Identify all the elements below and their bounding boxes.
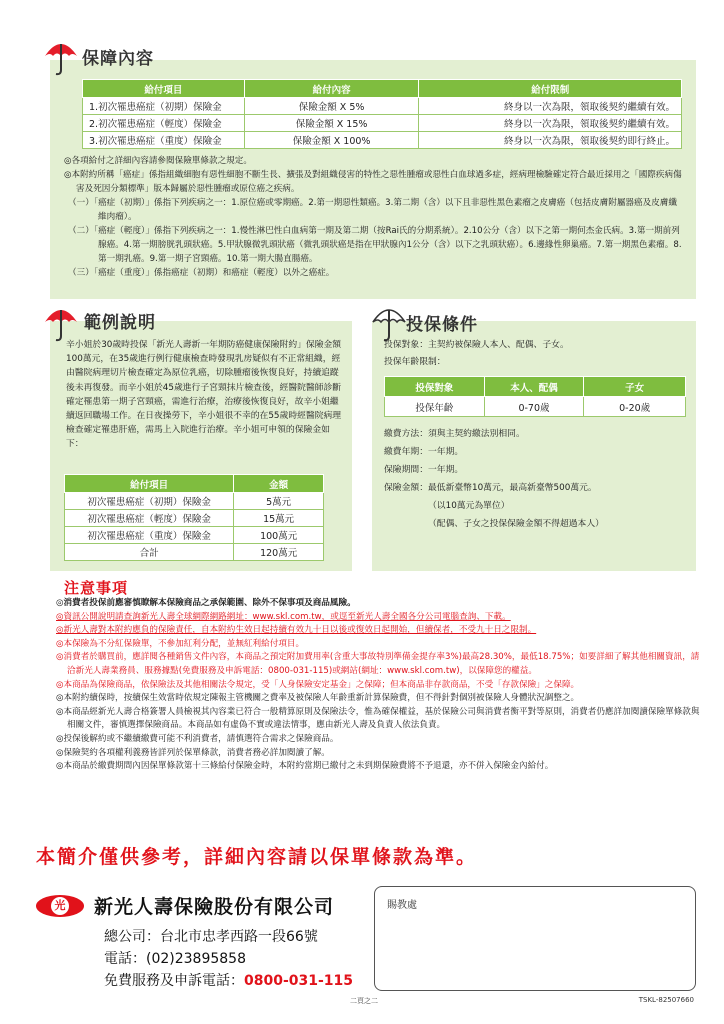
benefits-header-content: 給付內容 [244,80,419,98]
table-cell: 終身以一次為限，領取後契約即行終止。 [419,132,682,149]
table-row [65,510,324,527]
table-row [385,397,686,417]
caution-title: 注意事項 [64,579,129,597]
note-line: ◎各項給付之詳細內容請參閱保險單條款之規定。 [64,156,252,166]
table-cell: 2.初次罹患癌症（輕度）保險金 [83,115,245,132]
benefits-notes [64,154,684,280]
condition-line: 繳費方法：須與主契約繳法別相同。 [384,429,525,439]
example-header-item: 給付項目 [65,475,234,493]
condition-line: 保險金額：最低新臺幣10萬元，最高新臺幣500萬元。 [384,483,597,493]
note-line: （二）「癌症（輕度）」係指下列疾病之一：1.慢性淋巴性白血病第一期及第二期（按Rai氏的分期系統）。2.10公分（含）以下之第一期何杰金氏病。3.第一期前列腺癌。4.第一期膀胱乳頭狀癌。5.甲狀腺微乳頭狀癌（微乳頭狀癌是指在甲狀腺內1公分（含）以下之乳頭狀癌）。6.邊緣性卵巢癌。7.第一期黑色素瘤。8.第一期乳癌。9.第一期子宮頸癌。10.第一期大腸直腸癌。 [68,226,682,264]
stamp-label: 賜教處 [387,900,417,911]
caution-list [56,597,702,774]
company-logo [36,895,84,917]
caution-item: ◎新光人壽對本附約應負的保險責任，自本附約生效日起持續有效九十日以後或復效日起開始，但續保者，不受九十日之限制。 [56,625,537,636]
caution-item: ◎保險契約各項權利義務皆詳列於保單條款，消費者務必詳加閱讀了解。 [56,747,330,758]
doc-code: TSKL-82507660 [638,996,694,1004]
hotline-label: 免費服務及申訴電話： [104,973,244,989]
age-header: 投保對象 [385,377,485,397]
table-row [83,115,682,132]
stamp-box [374,886,696,991]
table-cell: 3.初次罹患癌症（重度）保險金 [83,132,245,149]
caution-item: ◎消費者於購買前，應詳閱各種銷售文件內容，本商品之預定附加費用率(含重大事故特別準備金提存率3%)最高28.30%，最低18.75%；如要詳細了解其他相關資訊，請洽新光人壽業務員、服務據點(免費服務及申訴電話：0800-031-115)或網站(網址：www.skl.com.tw)，以保障您的權益。 [56,652,700,676]
age-header: 子女 [584,377,686,397]
table-cell: 初次罹患癌症（初期）保險金 [65,493,234,510]
table-row [65,544,324,561]
umbrella-icon [42,36,80,78]
condition-line: （配偶、子女之投保保險金額不得超過本人） [428,519,604,529]
note-line: ◎本附約所稱「癌症」係指組織細胞有惡性細胞不斷生長、擴張及對組織侵害的特性之惡性腫瘤或惡性白血球過多症，經病理檢驗確定符合最近採用之「國際疾病傷害及死因分類標準」版本歸屬於惡性腫瘤或原位癌之疾病。 [64,170,682,194]
example-header-amount: 金額 [234,475,324,493]
example-text: 辛小姐於30歲時投保「新光人壽新一年期防癌健康保險附約」保險金額100萬元，在35歲進行例行健康檢查時發現乳房疑似有不正常組織，經由醫院病理切片檢查確定為原位乳癌，切除腫瘤後恢復良好，持續追蹤後未再復發。而辛小姐於45歲進行子宮頸抹片檢查後，經醫院醫師診斷確定罹患第一期子宮頸癌，需進行治療，治療後恢復良好，故辛小姐繼續返回職場工作。在日夜操勞下，辛小姐很不幸的在55歲時經醫院病理檢查確定罹患肝癌，需馬上入院進行治療。辛小姐可申領的保險金如下： [66,340,342,450]
caution-item: ◎投保後解約或不繼續繳費可能不利消費者，請慎選符合需求之保險商品。 [56,733,339,744]
table-cell: 5萬元 [234,493,324,510]
page-number: 二頁之二 [350,997,378,1005]
disclaimer: 本簡介僅供參考，詳細內容請以保單條款為準。 [36,846,478,868]
table-cell: 保險金額 X 100% [244,132,419,149]
table-cell: 15萬元 [234,510,324,527]
table-cell: 0-70歲 [484,397,584,417]
condition-line: （以10萬元為單位） [428,501,510,511]
table-cell: 終身以一次為限，領取後契約繼續有效。 [419,115,682,132]
table-cell: 終身以一次為限，領取後契約繼續有效。 [419,98,682,115]
table-cell: 100萬元 [234,527,324,544]
table-row [83,98,682,115]
table-cell: 保險金額 X 15% [244,115,419,132]
note-line: （三）「癌症（重度）」係指癌症（初期）和癌症（輕度）以外之癌症。 [68,268,335,278]
conditions-age-label: 投保年齡限制： [384,357,446,367]
age-header: 本人、配偶 [484,377,584,397]
logo-mark: 光 [51,897,69,915]
benefits-table [82,79,682,149]
table-cell: 120萬元 [234,544,324,561]
caution-item: ◎本商品經新光人壽合格簽署人員檢視其內容業已符合一般精算原則及保險法令，惟為確保權益，基於保險公司與消費者衡平對等原則，消費者仍應詳加閱讀保險單條款與相關文件，審慎選擇保險商品。本商品如有虛偽不實或違法情事，應由新光人壽及負責人依法負責。 [56,706,700,731]
table-cell: 0-20歲 [584,397,686,417]
caution-item: ◎本附約續保時，按續保生效當時依規定陳報主管機關之費率及被保險人年齡重新計算保險費，但不得針對個別被保險人身體狀況調整之。 [56,693,580,704]
table-cell: 投保年齡 [385,397,485,417]
conditions-lines [384,425,689,533]
note-line: （一）「癌症（初期）」係指下列疾病之一：1.原位癌或零期癌。2.第一期惡性類癌。3.第二期（含）以下且非惡性黑色素瘤之皮膚癌（包括皮膚附屬器癌及皮膚纖維肉瘤）。 [68,198,677,222]
conditions-insured: 投保對象：主契約被保險人本人、配偶、子女。 [384,340,569,350]
company-phone: 電話：(02)23895858 [104,951,246,967]
table-row [83,132,682,149]
caution-item: ◎資訊公開說明請查詢新光人壽全球網際網路網址：www.skl.com.tw，或逕至新光人壽全國各分公司電腦查詢、下載。 [56,611,511,622]
table-cell: 1.初次罹患癌症（初期）保險金 [83,98,245,115]
hotline-number: 0800-031-115 [244,973,354,989]
caution-item: ◎消費者投保前應審慎瞭解本保險商品之承保範圍、除外不保事項及商品風險。 [56,598,356,608]
table-cell: 初次罹患癌症（重度）保險金 [65,527,234,544]
company-hotline [104,970,353,990]
company-address: 總公司：台北市忠孝西路一段66號 [104,929,318,945]
table-cell: 初次罹患癌症（輕度）保險金 [65,510,234,527]
conditions-title: 投保條件 [406,315,478,335]
benefits-title: 保障內容 [82,49,154,69]
caution-item: ◎本保險為不分紅保險單，不參加紅利分配，並無紅利給付項目。 [56,638,305,649]
condition-line: 保險期間：一年期。 [384,465,464,475]
table-cell: 合計 [65,544,234,561]
age-table [384,376,686,417]
table-cell: 保險金額 X 5% [244,98,419,115]
table-row [65,493,324,510]
example-title: 範例說明 [84,313,156,333]
caution-item: ◎本商品為保險商品，依保險法及其他相關法令規定，受「人身保險安定基金」之保障；但本商品非存款商品，不受「存款保險」之保障。 [56,679,580,690]
example-table [64,474,324,561]
benefits-header-item: 給付項目 [83,80,245,98]
table-row [65,527,324,544]
company-name: 新光人壽保險股份有限公司 [94,896,335,918]
caution-item: ◎本商品於繳費期間內因保單條款第十三條給付保險金時，本附約當期已繳付之未到期保險費將不予退還，亦不併入保險金內給付。 [56,761,554,772]
condition-line: 繳費年期：一年期。 [384,447,464,457]
benefits-header-limit: 給付限制 [419,80,682,98]
